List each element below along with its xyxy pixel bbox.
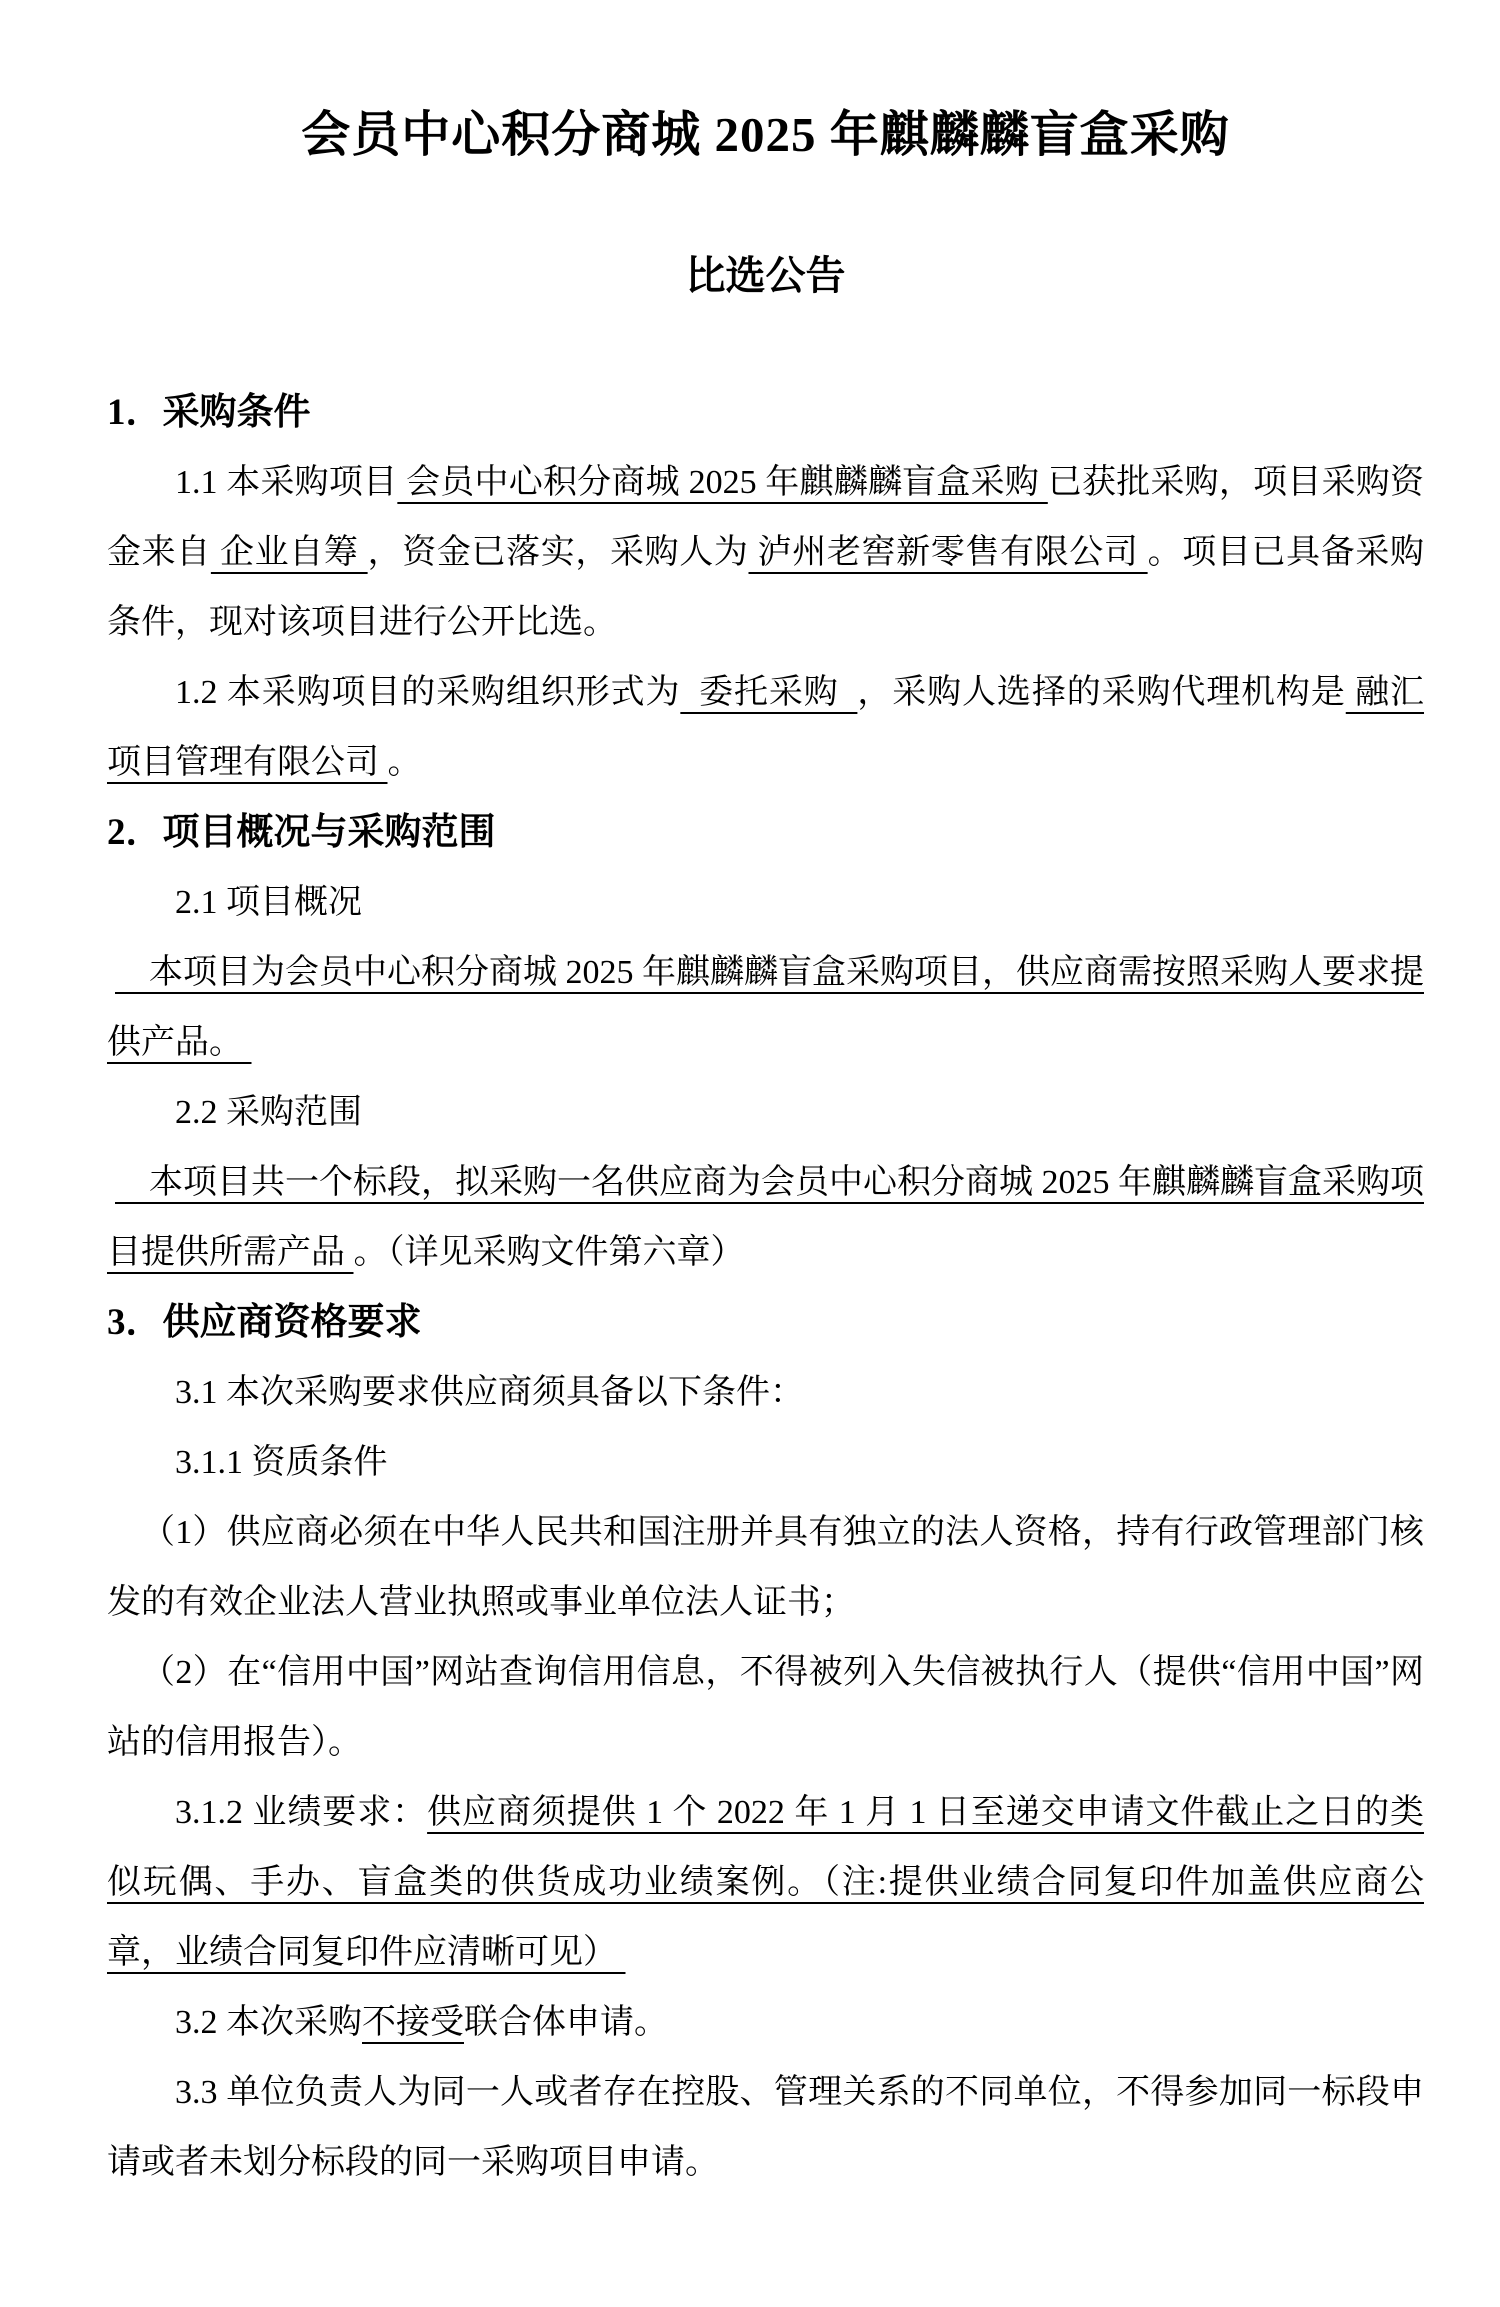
paragraph-3-1: 3.1 本次采购要求供应商须具备以下条件： bbox=[175, 1374, 804, 1411]
field-funding-source: 企业自筹 bbox=[210, 534, 368, 571]
field-agency-name: 融汇项目管理有限公司 bbox=[107, 674, 1425, 781]
paragraph-1-1-tail: 。项目已具备采购条件，现对该项目进行公开比选。 bbox=[107, 534, 1424, 641]
document-title: 会员中心积分商城 2025 年麒麟麟盲盒采购 bbox=[301, 107, 1230, 162]
paragraph-1-1-mid2: ，资金已落实，采购人为 bbox=[367, 534, 749, 571]
paragraph-2-2 bbox=[107, 1148, 1424, 1288]
paragraph-2-2-tail: 。（详见采购文件第六章） bbox=[353, 1234, 745, 1271]
paragraph-3-3: 3.3 单位负责人为同一人或者存在控股、管理关系的不同单位，不得参加同一标段申请或者未划分标段的同一采购项目申请。 bbox=[107, 2074, 1424, 2181]
paragraph-3-1-1-item-2: （2）在“信用中国”网站查询信用信息，不得被列入失信被执行人（提供“信用中国”网站的信用报告）。 bbox=[107, 1654, 1424, 1761]
field-organization-form: 委托采购 bbox=[680, 674, 858, 711]
paragraph-1-1-mid1: 已获批采购，项目采购资金来自 bbox=[107, 464, 1425, 571]
section-3-heading: 3．供应商资格要求 bbox=[107, 1302, 422, 1343]
paragraph-3-2-tail: 联合体申请。 bbox=[464, 2004, 668, 2041]
paragraph-1-1-lead: 1.1 本采购项目 bbox=[175, 464, 398, 501]
field-purchaser-name: 泸州老窖新零售有限公司 bbox=[748, 534, 1148, 571]
paragraph-3-2 bbox=[107, 1988, 1424, 2058]
section-1-heading: 1．采购条件 bbox=[107, 392, 311, 433]
subsection-2-2-label: 2.2 采购范围 bbox=[175, 1094, 362, 1131]
document-subtitle: 比选公告 bbox=[685, 253, 846, 298]
field-project-overview: 本项目为会员中心积分商城 2025 年麒麟麟盲盒采购项目，供应商需按照采购人要求提供产品。 bbox=[107, 954, 1424, 1061]
paragraph-1-2-lead: 1.2 本采购项目的采购组织形式为 bbox=[175, 674, 681, 711]
paragraph-1-2-mid: ，采购人选择的采购代理机构是 bbox=[857, 674, 1346, 711]
field-procurement-scope: 本项目共一个标段，拟采购一名供应商为会员中心积分商城 2025 年麒麟麟盲盒采购项目提供所需产品 bbox=[107, 1164, 1424, 1271]
paragraph-1-2 bbox=[107, 658, 1424, 798]
paragraph-3-1-2 bbox=[107, 1778, 1424, 1988]
paragraph-1-2-tail: 。 bbox=[387, 744, 422, 781]
paragraph-1-1 bbox=[107, 448, 1424, 658]
field-project-name: 会员中心积分商城 2025 年麒麟麟盲盒采购 bbox=[397, 464, 1048, 501]
subsection-2-1-label: 2.1 项目概况 bbox=[175, 884, 362, 921]
section-2-heading: 2．项目概况与采购范围 bbox=[107, 812, 496, 853]
paragraph-3-1-1-item-1: （1）供应商必须在中华人民共和国注册并具有独立的法人资格，持有行政管理部门核发的有效企业法人营业执照或事业单位法人证书； bbox=[107, 1514, 1424, 1621]
field-no-consortium: 不接受 bbox=[362, 2004, 464, 2041]
paragraph-3-2-lead: 3.2 本次采购 bbox=[175, 2004, 362, 2041]
paragraph-3-1-2-lead: 3.1.2 业绩要求： bbox=[175, 1794, 428, 1831]
paragraph-2-1 bbox=[107, 938, 1424, 1078]
paragraph-3-1-1: 3.1.1 资质条件 bbox=[175, 1444, 388, 1481]
field-performance-requirement: 供应商须提供 1 个 2022 年 1 月 1 日至递交申请文件截止之日的类似玩偶、手办、盲盒类的供货成功业绩案例。（注:提供业绩合同复印件加盖供应商公章，业绩合同复印件应清晰可见） bbox=[107, 1794, 1425, 1971]
